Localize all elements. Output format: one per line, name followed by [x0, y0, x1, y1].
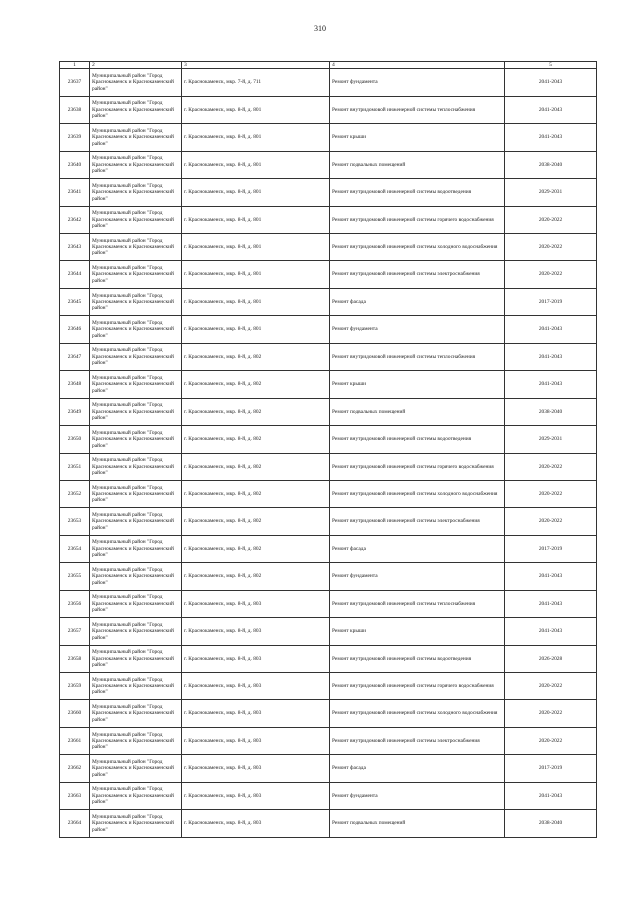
- row-number: 23637: [60, 69, 90, 96]
- work-type-cell: Ремонт внутридомовой инженерной системы холодного водоснабжения: [330, 700, 505, 727]
- row-number: 23645: [60, 288, 90, 315]
- table-row: [60, 810, 597, 837]
- table-row: [60, 453, 597, 480]
- address-cell: г. Краснокаменск, мкр. 8-й, д. 802: [182, 480, 330, 507]
- table-row: [60, 535, 597, 562]
- row-number: 23659: [60, 673, 90, 700]
- municipality-cell: Муниципальный район "Город Краснокаменск и Краснокаменский район": [90, 124, 182, 151]
- municipality-cell: Муниципальный район "Город Краснокаменск и Краснокаменский район": [90, 316, 182, 343]
- address-cell: г. Краснокаменск, мкр. 8-й, д. 802: [182, 535, 330, 562]
- row-number: 23656: [60, 590, 90, 617]
- row-number: 23646: [60, 316, 90, 343]
- municipality-cell: Муниципальный район "Город Краснокаменск и Краснокаменский район": [90, 426, 182, 453]
- period-cell: 2020-2022: [505, 700, 597, 727]
- header-col-3: 3: [182, 62, 330, 69]
- address-cell: г. Краснокаменск, мкр. 8-й, д. 803: [182, 673, 330, 700]
- municipality-cell: Муниципальный район "Город Краснокаменск и Краснокаменский район": [90, 234, 182, 261]
- table-row: [60, 700, 597, 727]
- address-cell: г. Краснокаменск, мкр. 8-й, д. 803: [182, 782, 330, 809]
- work-type-cell: Ремонт фундамента: [330, 316, 505, 343]
- address-cell: г. Краснокаменск, мкр. 8-й, д. 803: [182, 810, 330, 837]
- work-type-cell: Ремонт подвальных помещений: [330, 810, 505, 837]
- municipality-cell: Муниципальный район "Город Краснокаменск и Краснокаменский район": [90, 782, 182, 809]
- row-number: 23643: [60, 234, 90, 261]
- period-cell: 2041-2043: [505, 371, 597, 398]
- row-number: 23641: [60, 179, 90, 206]
- address-cell: г. Краснокаменск, мкр. 8-й, д. 801: [182, 234, 330, 261]
- row-number: 23640: [60, 151, 90, 178]
- period-cell: 2041-2043: [505, 124, 597, 151]
- period-cell: 2041-2043: [505, 316, 597, 343]
- row-number: 23652: [60, 480, 90, 507]
- table-row: [60, 480, 597, 507]
- header-col-1: 1: [60, 62, 90, 69]
- header-col-2: 2: [90, 62, 182, 69]
- period-cell: 2020-2022: [505, 206, 597, 233]
- municipality-cell: Муниципальный район "Город Краснокаменск и Краснокаменский район": [90, 535, 182, 562]
- address-cell: г. Краснокаменск, мкр. 8-й, д. 802: [182, 563, 330, 590]
- table-row: [60, 124, 597, 151]
- period-cell: 2017-2019: [505, 535, 597, 562]
- work-type-cell: Ремонт фасада: [330, 288, 505, 315]
- table-row: [60, 727, 597, 754]
- period-cell: 2020-2022: [505, 508, 597, 535]
- page-number: 310: [314, 24, 326, 33]
- period-cell: 2020-2022: [505, 453, 597, 480]
- row-number: 23662: [60, 755, 90, 782]
- municipality-cell: Муниципальный район "Город Краснокаменск и Краснокаменский район": [90, 179, 182, 206]
- table-row: [60, 590, 597, 617]
- period-cell: 2041-2043: [505, 563, 597, 590]
- row-number: 23661: [60, 727, 90, 754]
- address-cell: г. Краснокаменск, мкр. 8-й, д. 801: [182, 206, 330, 233]
- work-type-cell: Ремонт внутридомовой инженерной системы холодного водоснабжения: [330, 480, 505, 507]
- municipality-cell: Муниципальный район "Город Краснокаменск и Краснокаменский район": [90, 673, 182, 700]
- period-cell: 2017-2019: [505, 288, 597, 315]
- work-type-cell: Ремонт крыши: [330, 124, 505, 151]
- table-row: [60, 755, 597, 782]
- period-cell: 2041-2043: [505, 590, 597, 617]
- row-number: 23644: [60, 261, 90, 288]
- address-cell: г. Краснокаменск, мкр. 8-й, д. 801: [182, 261, 330, 288]
- work-type-cell: Ремонт внутридомовой инженерной системы водоотведения: [330, 645, 505, 672]
- period-cell: 2020-2022: [505, 480, 597, 507]
- row-number: 23653: [60, 508, 90, 535]
- row-number: 23655: [60, 563, 90, 590]
- row-number: 23642: [60, 206, 90, 233]
- work-type-cell: Ремонт внутридомовой инженерной системы электроснабжения: [330, 508, 505, 535]
- work-type-cell: Ремонт внутридомовой инженерной системы теплоснабжения: [330, 590, 505, 617]
- period-cell: 2029-2031: [505, 179, 597, 206]
- work-type-cell: Ремонт внутридомовой инженерной системы горячего водоснабжения: [330, 453, 505, 480]
- address-cell: г. Краснокаменск, мкр. 8-й, д. 802: [182, 371, 330, 398]
- repair-schedule-table: [59, 61, 597, 838]
- work-type-cell: Ремонт фасада: [330, 755, 505, 782]
- table-row: [60, 179, 597, 206]
- table-row: [60, 261, 597, 288]
- period-cell: 2038-2040: [505, 151, 597, 178]
- municipality-cell: Муниципальный район "Город Краснокаменск и Краснокаменский район": [90, 398, 182, 425]
- table-row: [60, 563, 597, 590]
- municipality-cell: Муниципальный район "Город Краснокаменск и Краснокаменский район": [90, 96, 182, 123]
- row-number: 23658: [60, 645, 90, 672]
- address-cell: г. Краснокаменск, мкр. 8-й, д. 803: [182, 727, 330, 754]
- period-cell: 2041-2043: [505, 69, 597, 96]
- address-cell: г. Краснокаменск, мкр. 8-й, д. 801: [182, 288, 330, 315]
- period-cell: 2026-2028: [505, 645, 597, 672]
- row-number: 23639: [60, 124, 90, 151]
- municipality-cell: Муниципальный район "Город Краснокаменск и Краснокаменский район": [90, 206, 182, 233]
- work-type-cell: Ремонт внутридомовой инженерной системы теплоснабжения: [330, 96, 505, 123]
- work-type-cell: Ремонт внутридомовой инженерной системы водоотведения: [330, 179, 505, 206]
- work-type-cell: Ремонт подвальных помещений: [330, 398, 505, 425]
- work-type-cell: Ремонт крыши: [330, 618, 505, 645]
- work-type-cell: Ремонт фундамента: [330, 782, 505, 809]
- address-cell: г. Краснокаменск, мкр. 8-й, д. 803: [182, 645, 330, 672]
- municipality-cell: Муниципальный район "Город Краснокаменск и Краснокаменский район": [90, 618, 182, 645]
- period-cell: 2038-2040: [505, 398, 597, 425]
- address-cell: г. Краснокаменск, мкр. 8-й, д. 802: [182, 453, 330, 480]
- address-cell: г. Краснокаменск, мкр. 8-й, д. 802: [182, 343, 330, 370]
- address-cell: г. Краснокаменск, мкр. 8-й, д. 802: [182, 508, 330, 535]
- address-cell: г. Краснокаменск, мкр. 8-й, д. 801: [182, 316, 330, 343]
- table-row: [60, 206, 597, 233]
- work-type-cell: Ремонт подвальных помещений: [330, 151, 505, 178]
- address-cell: г. Краснокаменск, мкр. 8-й, д. 802: [182, 426, 330, 453]
- row-number: 23650: [60, 426, 90, 453]
- work-type-cell: Ремонт внутридомовой инженерной системы электроснабжения: [330, 727, 505, 754]
- table-row: [60, 96, 597, 123]
- work-type-cell: Ремонт внутридомовой инженерной системы горячего водоснабжения: [330, 673, 505, 700]
- row-number: 23660: [60, 700, 90, 727]
- municipality-cell: Муниципальный район "Город Краснокаменск и Краснокаменский район": [90, 261, 182, 288]
- table-row: [60, 288, 597, 315]
- municipality-cell: Муниципальный район "Город Краснокаменск и Краснокаменский район": [90, 453, 182, 480]
- row-number: 23638: [60, 96, 90, 123]
- header-col-5: 5: [505, 62, 597, 69]
- address-cell: г. Краснокаменск, мкр. 8-й, д. 801: [182, 179, 330, 206]
- municipality-cell: Муниципальный район "Город Краснокаменск и Краснокаменский район": [90, 288, 182, 315]
- row-number: 23664: [60, 810, 90, 837]
- period-cell: 2041-2043: [505, 343, 597, 370]
- municipality-cell: Муниципальный район "Город Краснокаменск и Краснокаменский район": [90, 645, 182, 672]
- work-type-cell: Ремонт фундамента: [330, 69, 505, 96]
- municipality-cell: Муниципальный район "Город Краснокаменск и Краснокаменский район": [90, 508, 182, 535]
- municipality-cell: Муниципальный район "Город Краснокаменск и Краснокаменский район": [90, 700, 182, 727]
- municipality-cell: Муниципальный район "Город Краснокаменск и Краснокаменский район": [90, 810, 182, 837]
- period-cell: 2017-2019: [505, 755, 597, 782]
- row-number: 23651: [60, 453, 90, 480]
- address-cell: г. Краснокаменск, мкр. 8-й, д. 801: [182, 124, 330, 151]
- period-cell: 2020-2022: [505, 673, 597, 700]
- table-row: [60, 398, 597, 425]
- municipality-cell: Муниципальный район "Город Краснокаменск и Краснокаменский район": [90, 590, 182, 617]
- table-row: [60, 151, 597, 178]
- period-cell: 2029-2031: [505, 426, 597, 453]
- work-type-cell: Ремонт внутридомовой инженерной системы холодного водоснабжения: [330, 234, 505, 261]
- address-cell: г. Краснокаменск, мкр. 8-й, д. 803: [182, 618, 330, 645]
- work-type-cell: Ремонт внутридомовой инженерной системы теплоснабжения: [330, 343, 505, 370]
- table-row: [60, 673, 597, 700]
- period-cell: 2020-2022: [505, 234, 597, 261]
- address-cell: г. Краснокаменск, мкр. 8-й, д. 803: [182, 700, 330, 727]
- work-type-cell: Ремонт фундамента: [330, 563, 505, 590]
- row-number: 23647: [60, 343, 90, 370]
- row-number: 23648: [60, 371, 90, 398]
- table-row: [60, 508, 597, 535]
- municipality-cell: Муниципальный район "Город Краснокаменск и Краснокаменский район": [90, 727, 182, 754]
- period-cell: 2020-2022: [505, 261, 597, 288]
- work-type-cell: Ремонт фасада: [330, 535, 505, 562]
- municipality-cell: Муниципальный район "Город Краснокаменск и Краснокаменский район": [90, 343, 182, 370]
- table-row: [60, 371, 597, 398]
- work-type-cell: Ремонт внутридомовой инженерной системы электроснабжения: [330, 261, 505, 288]
- address-cell: г. Краснокаменск, мкр. 8-й, д. 801: [182, 151, 330, 178]
- work-type-cell: Ремонт внутридомовой инженерной системы водоотведения: [330, 426, 505, 453]
- address-cell: г. Краснокаменск, мкр. 8-й, д. 803: [182, 590, 330, 617]
- period-cell: 2038-2040: [505, 810, 597, 837]
- period-cell: 2041-2043: [505, 782, 597, 809]
- table-row: [60, 316, 597, 343]
- work-type-cell: Ремонт внутридомовой инженерной системы горячего водоснабжения: [330, 206, 505, 233]
- table-header-row: [60, 62, 597, 69]
- table-row: [60, 343, 597, 370]
- table-row: [60, 69, 597, 96]
- municipality-cell: Муниципальный район "Город Краснокаменск и Краснокаменский район": [90, 563, 182, 590]
- period-cell: 2041-2043: [505, 96, 597, 123]
- address-cell: г. Краснокаменск, мкр. 8-й, д. 803: [182, 755, 330, 782]
- period-cell: 2041-2043: [505, 618, 597, 645]
- table-body: [60, 69, 597, 837]
- municipality-cell: Муниципальный район "Город Краснокаменск и Краснокаменский район": [90, 755, 182, 782]
- row-number: 23663: [60, 782, 90, 809]
- municipality-cell: Муниципальный район "Город Краснокаменск и Краснокаменский район": [90, 69, 182, 96]
- municipality-cell: Муниципальный район "Город Краснокаменск и Краснокаменский район": [90, 151, 182, 178]
- row-number: 23657: [60, 618, 90, 645]
- table-row: [60, 618, 597, 645]
- row-number: 23649: [60, 398, 90, 425]
- row-number: 23654: [60, 535, 90, 562]
- table-row: [60, 782, 597, 809]
- header-col-4: 4: [330, 62, 505, 69]
- table-row: [60, 426, 597, 453]
- table-row: [60, 645, 597, 672]
- address-cell: г. Краснокаменск, мкр. 7-й, д. 711: [182, 69, 330, 96]
- period-cell: 2020-2022: [505, 727, 597, 754]
- municipality-cell: Муниципальный район "Город Краснокаменск и Краснокаменский район": [90, 480, 182, 507]
- address-cell: г. Краснокаменск, мкр. 8-й, д. 802: [182, 398, 330, 425]
- work-type-cell: Ремонт крыши: [330, 371, 505, 398]
- address-cell: г. Краснокаменск, мкр. 8-й, д. 801: [182, 96, 330, 123]
- table-row: [60, 234, 597, 261]
- municipality-cell: Муниципальный район "Город Краснокаменск и Краснокаменский район": [90, 371, 182, 398]
